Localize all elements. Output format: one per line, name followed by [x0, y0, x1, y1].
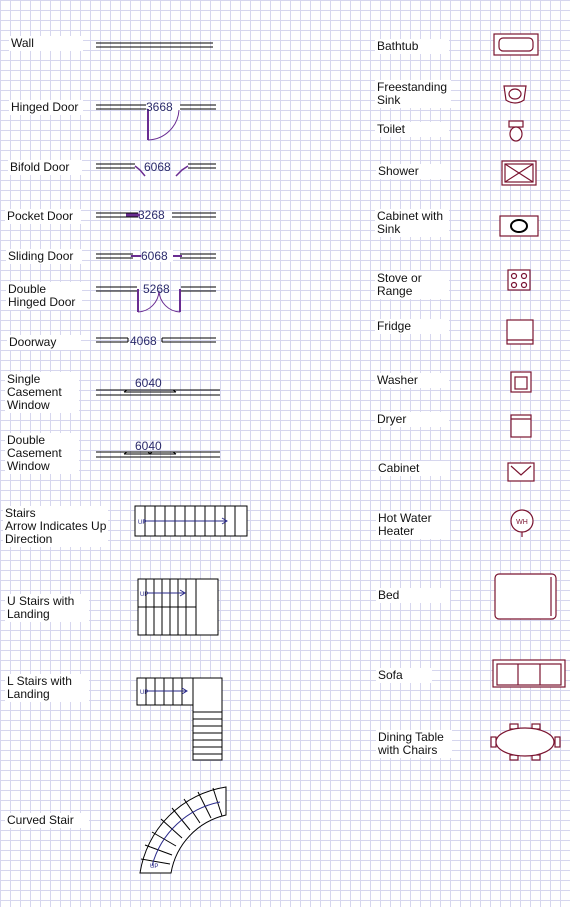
label-line: Double — [8, 282, 47, 296]
sofa-icon — [493, 660, 565, 687]
label-line: Heater — [378, 524, 415, 538]
label-washer: Washer — [375, 373, 449, 388]
label-line: Cabinet with — [377, 209, 444, 223]
shower-icon — [502, 161, 536, 185]
cabinet-with-sink-icon — [500, 216, 538, 236]
bifold-door-dimension: 6068 — [144, 160, 171, 174]
curved-stair-symbol — [140, 787, 226, 873]
label-sliding-door: Sliding Door — [6, 249, 82, 264]
label-line: Hot Water — [378, 511, 432, 525]
label-line: Freestanding — [377, 80, 448, 94]
label-line: Sink — [377, 222, 401, 236]
pocket-door-dimension: 3268 — [138, 208, 165, 222]
label-line: with Chairs — [378, 743, 438, 757]
curved-stair-up-text: UP — [150, 864, 159, 870]
dryer-icon — [511, 415, 531, 437]
label-line: Window — [7, 459, 50, 473]
l-stairs-up-text: UP — [140, 690, 149, 696]
label-line: Dining Table — [378, 730, 444, 744]
label-hinged-door: Hinged Door — [9, 100, 83, 115]
label-shower: Shower — [376, 164, 450, 179]
label-line: Sink — [377, 93, 401, 107]
label-toilet: Toilet — [375, 122, 449, 137]
label-line: Stove or — [377, 271, 422, 285]
label-line: Landing — [7, 687, 50, 701]
sliding-door-symbol — [96, 249, 216, 263]
water-heater-text: WH — [516, 519, 528, 526]
toilet-icon — [509, 121, 523, 141]
label-line: Arrow Indicates Up — [5, 519, 107, 533]
label-sofa: Sofa — [376, 668, 432, 683]
label-bathtub: Bathtub — [375, 39, 449, 54]
label-line: Casement — [7, 446, 62, 460]
pocket-door-symbol — [96, 208, 216, 222]
u-stairs-up-text: UP — [140, 592, 149, 598]
fridge-icon — [507, 320, 533, 344]
label-line: L Stairs with — [7, 674, 72, 688]
label-line: Window — [7, 398, 50, 412]
doorway-dimension: 4068 — [130, 334, 157, 348]
sliding-door-dimension: 6068 — [141, 249, 168, 263]
hot-water-heater-icon — [511, 510, 533, 537]
cabinet-icon — [508, 463, 534, 481]
bifold-door-symbol — [96, 160, 216, 176]
washer-icon — [511, 372, 531, 392]
label-line: Landing — [7, 607, 50, 621]
dining-table-icon — [491, 724, 560, 760]
label-dryer: Dryer — [375, 412, 449, 427]
single-casement-window-dimension: 6040 — [135, 376, 162, 390]
doorway-symbol — [96, 334, 216, 348]
u-stairs-symbol — [138, 579, 218, 635]
label-curved-stair: Curved Stair — [5, 813, 89, 828]
label-cabinet: Cabinet — [376, 461, 450, 476]
double-hinged-door-symbol — [96, 282, 216, 312]
label-fridge: Fridge — [375, 319, 449, 334]
stove-icon — [508, 270, 530, 290]
double-casement-window-symbol — [96, 439, 220, 457]
freestanding-sink-icon — [504, 86, 526, 103]
bed-icon — [495, 574, 556, 619]
label-pocket-door: Pocket Door — [5, 209, 81, 224]
straight-stairs-symbol — [135, 506, 247, 536]
label-bed: Bed — [376, 588, 450, 603]
label-line: Single — [7, 372, 41, 386]
wall-symbol — [96, 43, 213, 47]
label-doorway: Doorway — [7, 335, 81, 350]
label-line: Direction — [5, 532, 53, 546]
hinged-door-symbol — [96, 100, 216, 140]
label-line: Stairs — [5, 506, 36, 520]
hinged-door-dimension: 3668 — [146, 100, 173, 114]
label-line: U Stairs with — [7, 594, 75, 608]
double-casement-window-dimension: 6040 — [135, 439, 162, 453]
stairs-up-text: UP — [138, 520, 147, 526]
label-wall: Wall — [9, 36, 83, 51]
label-line: Casement — [7, 385, 62, 399]
label-line: Double — [7, 433, 46, 447]
bathtub-icon — [494, 34, 538, 55]
label-line: Hinged Door — [8, 295, 76, 309]
single-casement-window-symbol — [96, 376, 220, 395]
label-line: Range — [377, 284, 413, 298]
double-hinged-door-dimension: 5268 — [143, 282, 170, 296]
l-stairs-symbol — [137, 678, 222, 760]
label-bifold-door: Bifold Door — [8, 160, 82, 175]
